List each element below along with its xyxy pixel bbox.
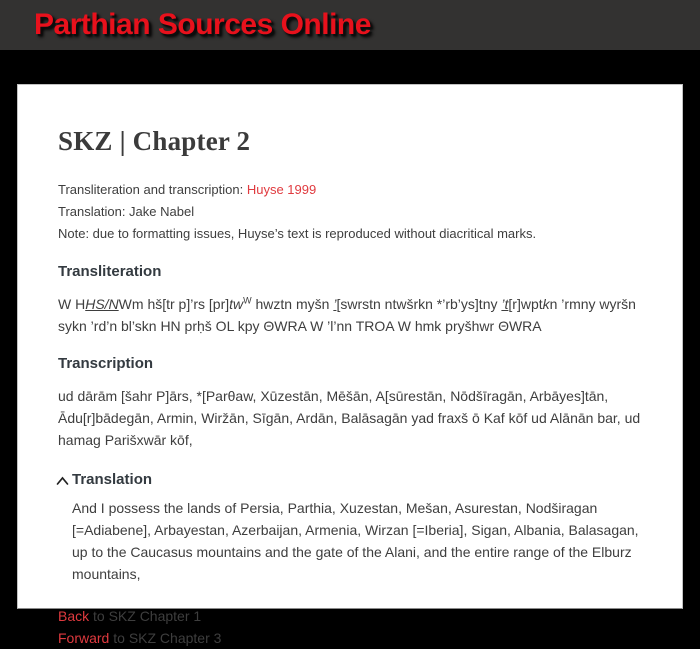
site-title[interactable]: Parthian Sources Online: [34, 8, 371, 41]
translit-seg: Wm hš[tr p]’rs [pr]: [118, 296, 230, 312]
forward-nav-line: [58, 627, 646, 649]
content-card: [17, 84, 683, 646]
transliteration-heading: Transliteration: [58, 263, 162, 280]
transcription-text: ud dārām [šahr P]ārs, *[Parθaw, Xūzestān, Mēšān, A[sūrestān, Nōdšīragān, Arbāyes]tān, Ādu[r]bādegān, Armin, Wiržān, Sīgān, Ardān, Balāsagān yad fraxš ō Kaf kōf ud Alānān bar, ud hamag Parišxwār kōf,: [58, 388, 641, 448]
chapter-nav: [58, 605, 646, 649]
meta-translit-label: Transliteration and transcription:: [58, 182, 247, 197]
back-nav-line: [58, 605, 646, 627]
translit-superscript: W: [243, 295, 252, 306]
site-header: [0, 0, 700, 50]
translit-seg-italic-underline: ’t: [501, 296, 509, 312]
translit-seg: n ’rmny wyršn sykn ’rd’n bl’skn HN prḥš OL kpy ΘWRA W ’l’nn TROA W hmk pryšhwr ΘWRA: [58, 296, 636, 334]
translit-seg: [r]wpt: [508, 296, 543, 312]
translit-seg-italic: tw: [229, 296, 244, 312]
forward-link[interactable]: Forward: [58, 630, 110, 646]
translit-seg: W H: [58, 296, 86, 312]
back-link[interactable]: Back: [58, 608, 90, 624]
chevron-up-icon[interactable]: [56, 473, 69, 483]
translation-text: And I possess the lands of Persia, Parthia, Xuzestan, Mešan, Asurestan, Nodširagan [=Adiabene], Arbayestan, Azerbaijan, Armenia, Wirzan [=Iberia], Sigan, Albania, Balasagan, up to the Caucasus mountains and the gate of the Alani, and the entire range of the Elburz mountains,: [72, 500, 639, 582]
transliteration-text: [58, 293, 646, 337]
translit-seg: [swrstn ntwšrkn *’rb’ys]tny: [336, 296, 502, 312]
translit-seg-italic-underline: HS/N: [85, 296, 119, 312]
forward-nav-text: to SKZ Chapter 3: [109, 630, 222, 646]
translation-heading: Translation: [72, 471, 153, 488]
huyse-1999-link[interactable]: Huyse 1999: [246, 182, 317, 197]
page-title: SKZ | Chapter 2: [58, 126, 251, 156]
translit-seg-italic: k: [542, 296, 550, 312]
transcription-heading: Transcription: [58, 355, 154, 372]
meta-translation-credit: Translation: Jake Nabel: [58, 204, 195, 219]
meta-transliteration-credit: [58, 179, 646, 201]
meta-note: Note: due to formatting issues, Huyse’s text is reproduced without diacritical marks.: [58, 226, 537, 241]
meta-block: [58, 179, 646, 245]
translit-seg: hwztn myšn: [251, 296, 334, 312]
translation-section: [58, 471, 646, 585]
back-nav-text: to SKZ Chapter 1: [89, 608, 202, 624]
translit-seg-italic-underline: ’: [333, 296, 337, 312]
